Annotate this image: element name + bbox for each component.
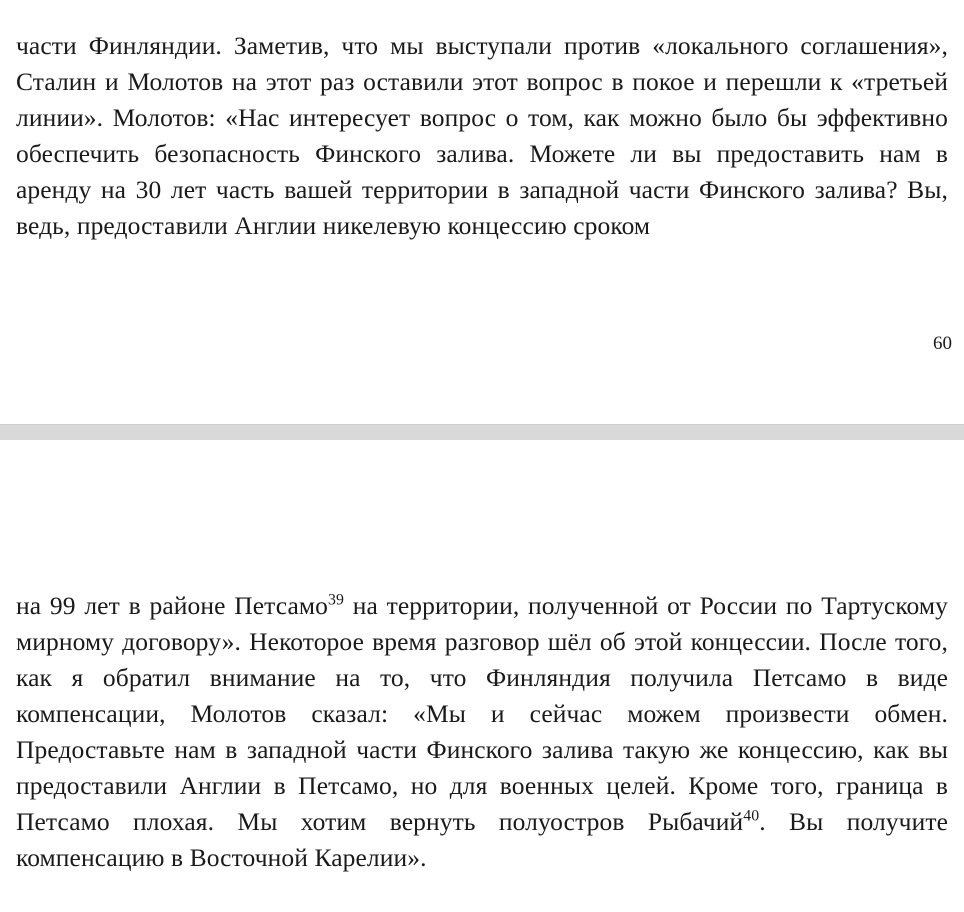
text-segment-1: на 99 лет в районе Петсамо (16, 590, 328, 620)
document-page-top (0, 0, 964, 424)
page-number: 60 (933, 333, 952, 354)
footnote-marker-39[interactable]: 39 (327, 591, 344, 608)
paragraph-with-footnotes (16, 466, 948, 876)
paragraph-continuation: части Финляндии. Заметив, что мы выступали против «локального соглашения», Сталин и Молотов на этот раз оставили этот вопрос в покое и перешли к «третьей линии». Молотов: «Нас интересует вопрос о том, как можно было бы эффективно обеспечить безопасность Финского залива. Можете ли вы предоставить нам в аренду на 30 лет часть вашей территории в западной части Финского залива? Вы, ведь, предоставили Англии никелевую концессию сроком (16, 30, 948, 240)
text-segment-2: на территории, полученной от России по Тартускому мирному договору». Некоторое время разговор шёл об этой концессии. После того, как я обратил внимание на то, что Финляндия получила Петсамо в виде компенсации, Молотов сказал: «Мы и сейчас можем произвести обмен. Предоставьте нам в западной части Финского залива такую же концессию, как вы предоставили Англии в Петсамо, но для военных целей. Кроме того, граница в Петсамо плохая. Мы хотим вернуть полуостров Рыбачий (16, 590, 948, 836)
page-footer-top (0, 332, 964, 356)
text-segment-3: . Вы получите компенсацию в Восточной Карелии». (16, 806, 948, 872)
footnote-marker-40[interactable]: 40 (743, 807, 760, 824)
document-page-bottom (0, 440, 964, 912)
